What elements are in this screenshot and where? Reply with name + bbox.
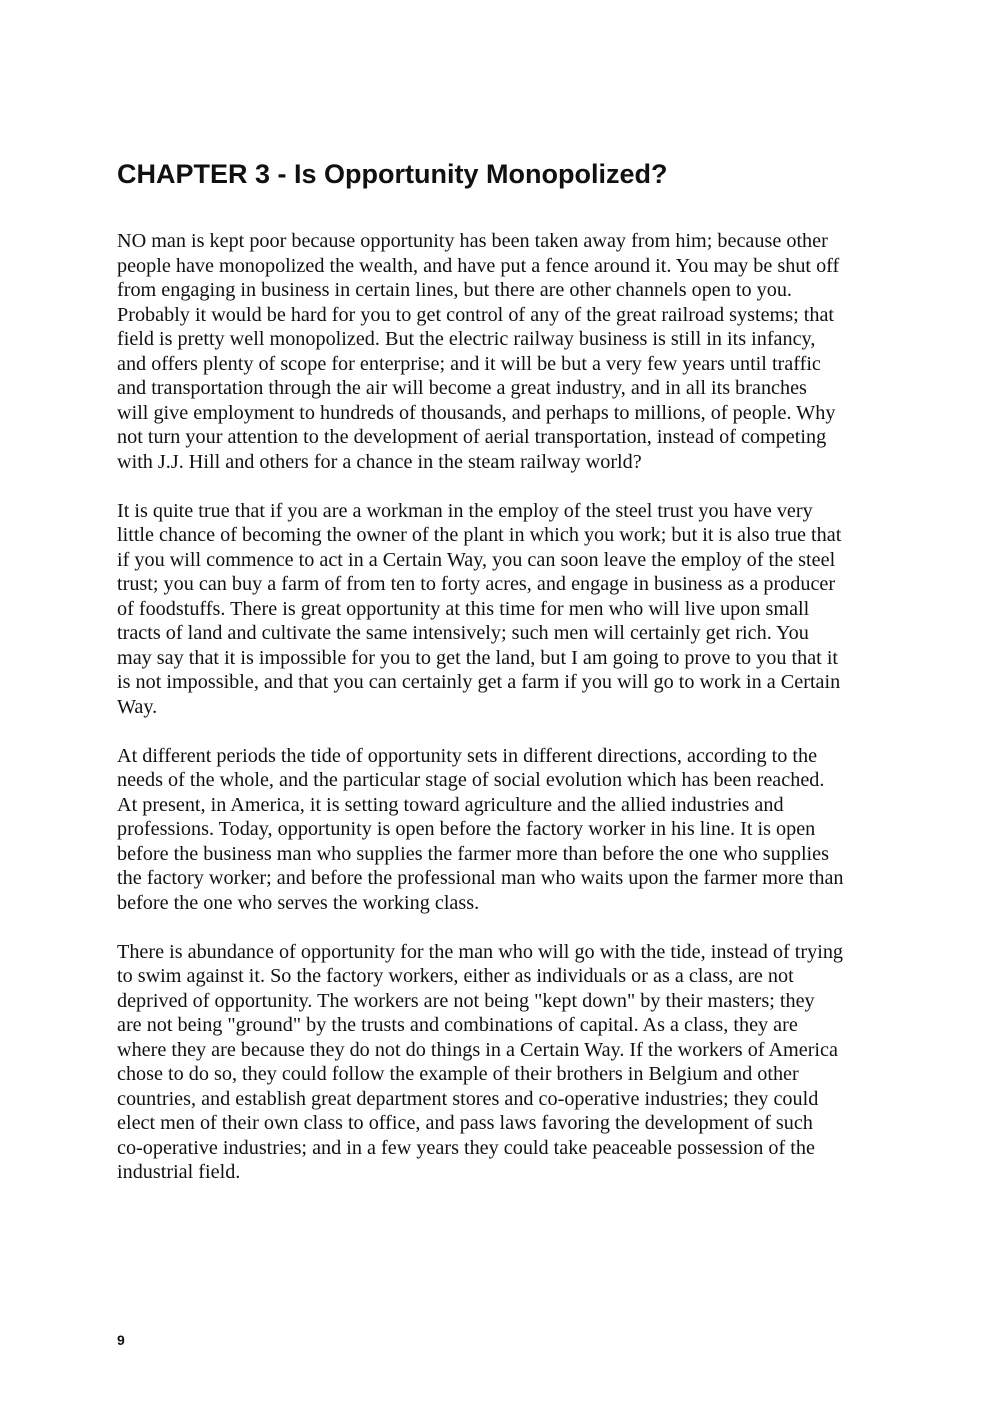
text-line: may say that it is impossible for you to get the land, but I am going to prove to you that it xyxy=(117,646,839,669)
text-line: countries, and establish great department stores and co-operative industries; they could xyxy=(117,1087,819,1110)
text-line: of foodstuffs. There is great opportunity at this time for men who will live upon small xyxy=(117,597,810,620)
text-line: field is pretty well monopolized. But the electric railway business is still in its infancy, xyxy=(117,328,816,350)
text-line: tracts of land and cultivate the same intensively; such men will certainly get rich. You xyxy=(117,622,809,644)
text-line: are not being "ground" by the trusts and combinations of capital. As a class, they are xyxy=(117,1014,798,1036)
text-line: elect men of their own class to office, and pass laws favoring the development of such xyxy=(117,1112,813,1134)
text-line: professions. Today, opportunity is open before the factory worker in his line. It is open xyxy=(117,818,816,840)
text-line: deprived of opportunity. The workers are not being "kept down" by their masters; they xyxy=(117,989,815,1012)
text-line: and offers plenty of scope for enterprise; and it will be but a very few years until traffic xyxy=(117,352,821,375)
text-line: At present, in America, it is setting toward agriculture and the allied industries and xyxy=(117,793,784,816)
chapter-title: CHAPTER 3 - Is Opportunity Monopolized? xyxy=(117,159,668,189)
text-line: NO man is kept poor because opportunity has been taken away from him; because other xyxy=(117,230,828,252)
text-line: Probably it would be hard for you to get control of any of the great railroad systems; that xyxy=(117,303,835,326)
text-line: There is abundance of opportunity for the man who will go with the tide, instead of trying xyxy=(117,940,844,963)
text-line: will give employment to hundreds of thousands, and perhaps to millions, of people. Why xyxy=(117,401,836,424)
paragraph-3 xyxy=(117,744,897,916)
text-line: chose to do so, they could follow the example of their brothers in Belgium and other xyxy=(117,1063,799,1085)
text-line: before the one who serves the working class. xyxy=(117,891,480,914)
paragraph-1 xyxy=(117,229,897,474)
text-line: Way. xyxy=(117,695,158,718)
body-text xyxy=(117,229,897,1209)
text-line: to swim against it. So the factory workers, either as individuals or as a class, are not xyxy=(117,965,794,987)
text-line: with J.J. Hill and others for a chance in the steam railway world? xyxy=(117,450,642,473)
text-line: industrial field. xyxy=(117,1161,241,1183)
text-line: and transportation through the air will become a great industry, and in all its branches xyxy=(117,377,807,399)
text-line: trust; you can buy a farm of from ten to forty acres, and engage in business as a producer xyxy=(117,573,836,595)
paragraph-2 xyxy=(117,499,897,720)
page-number: 9 xyxy=(117,1332,125,1348)
text-line: At different periods the tide of opportunity sets in different directions, according to the xyxy=(117,744,818,767)
text-line: co-operative industries; and in a few years they could take peaceable possession of the xyxy=(117,1136,815,1159)
text-line: the factory worker; and before the professional man who waits upon the farmer more than xyxy=(117,867,844,889)
text-line: people have monopolized the wealth, and have put a fence around it. You may be shut off xyxy=(117,254,840,277)
text-line: It is quite true that if you are a workman in the employ of the steel trust you have very xyxy=(117,499,813,522)
paragraph-4 xyxy=(117,940,897,1185)
text-line: if you will commence to act in a Certain Way, you can soon leave the employ of the steel xyxy=(117,548,836,571)
text-line: before the business man who supplies the farmer more than before the one who supplies xyxy=(117,842,829,865)
text-line: where they are because they do not do things in a Certain Way. If the workers of America xyxy=(117,1038,838,1061)
text-line: needs of the whole, and the particular stage of social evolution which has been reached. xyxy=(117,769,825,791)
text-line: not turn your attention to the development of aerial transportation, instead of competing xyxy=(117,426,827,448)
text-line: is not impossible, and that you can certainly get a farm if you will go to work in a Certain xyxy=(117,671,841,693)
text-line: from engaging in business in certain lines, but there are other channels open to you. xyxy=(117,279,792,301)
text-line: little chance of becoming the owner of the plant in which you work; but it is also true that xyxy=(117,524,842,546)
